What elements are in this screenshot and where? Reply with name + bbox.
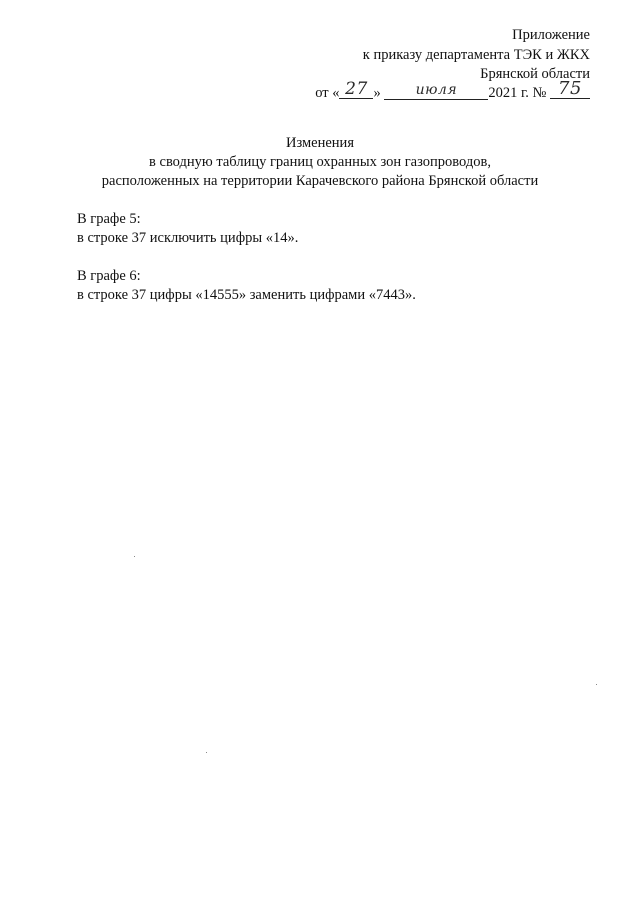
handwritten-number: 75	[558, 78, 582, 99]
title-subline-2: расположенных на территории Карачевского района Брянской области	[101, 173, 539, 189]
changes-list	[77, 210, 597, 305]
handwritten-month: июля	[415, 82, 458, 98]
change-heading: В графе 5:	[77, 211, 141, 227]
date-prefix: от «	[315, 85, 340, 101]
date-quote-close: »	[373, 85, 381, 101]
handwritten-day: 27	[345, 79, 368, 99]
region-name: Брянской области	[480, 66, 590, 82]
scan-speck	[596, 684, 597, 685]
title-subline-1: в сводную таблицу границ охранных зон газопроводов,	[149, 154, 491, 170]
order-reference: к приказу департамента ТЭК и ЖКХ	[362, 46, 590, 63]
month-blank	[384, 83, 488, 100]
change-heading: В графе 6:	[77, 268, 141, 284]
change-text: в строке 37 цифры «14555» заменить цифрами «7443».	[77, 287, 416, 303]
change-text: в строке 37 исключить цифры «14».	[77, 230, 299, 246]
year-and-number-label: 2021 г. №	[488, 85, 547, 101]
paragraph-spacer	[77, 248, 597, 267]
appendix-header	[363, 26, 590, 85]
order-date-line	[315, 78, 590, 103]
title-heading: Изменения	[286, 135, 354, 151]
number-blank	[550, 78, 590, 99]
day-blank	[339, 79, 373, 99]
document-title	[0, 134, 640, 191]
appendix-label: Приложение	[512, 27, 590, 43]
scan-speck	[134, 556, 135, 557]
scan-speck	[206, 752, 207, 753]
